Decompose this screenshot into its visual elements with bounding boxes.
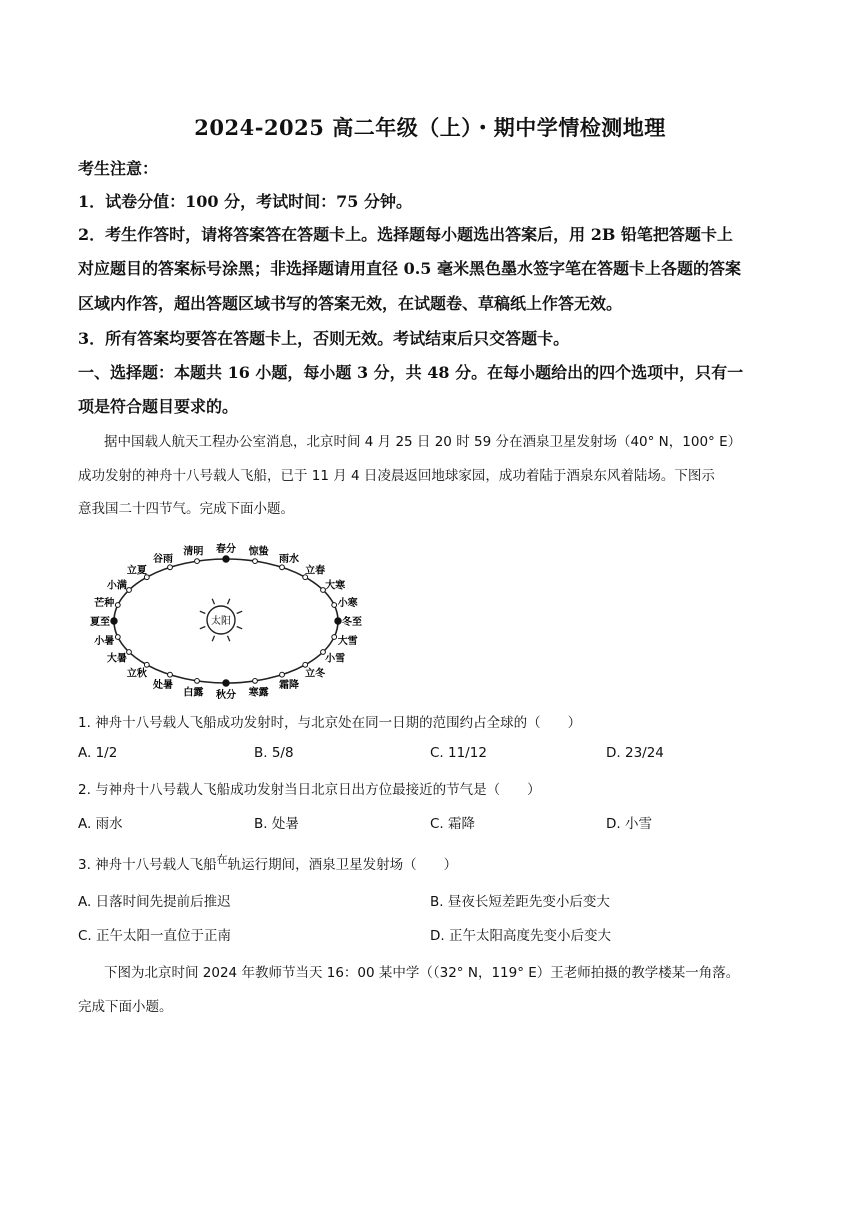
q1-option-c[interactable]: C. 11/12 — [430, 745, 487, 761]
orbit-dot — [195, 559, 200, 564]
sun-label: 太阳 — [211, 616, 231, 627]
q2-option-a[interactable]: A. 雨水 — [78, 816, 123, 832]
term-label: 小雪 — [325, 653, 346, 665]
orbit-dot — [115, 603, 120, 608]
sun-ray — [237, 611, 243, 613]
orbit-dot — [253, 679, 258, 684]
term-label: 秋分 — [216, 690, 236, 701]
term-label: 小寒 — [337, 598, 358, 610]
sun-ray — [237, 627, 243, 629]
q3-stem-post: 轨运行期间，酒泉卫星发射场（ ） — [227, 857, 458, 873]
q3-stem — [78, 853, 457, 873]
term-label: 夏至 — [90, 617, 110, 628]
q1-option-a[interactable]: A. 1/2 — [78, 745, 118, 761]
q3-option-a[interactable]: A. 日落时间先提前后推迟 — [78, 894, 231, 910]
sun-ray — [228, 636, 230, 642]
passage2-line-2: 完成下面小题。 — [78, 999, 173, 1015]
term-label: 清明 — [183, 546, 204, 558]
term-label: 寒露 — [248, 687, 269, 699]
sun — [200, 599, 242, 641]
sun-ray — [200, 611, 206, 613]
notice-heading: 考生注意： — [78, 159, 159, 178]
orbit-dot — [127, 588, 132, 593]
orbit-dot — [223, 556, 229, 562]
orbit-dot — [115, 635, 120, 640]
passage2-line-1: 下图为北京时间 2024 年教师节当天 16：00 某中学（（32° N，119° E）王老师拍摄的教学楼某一角落。 — [104, 965, 740, 981]
passage1-line-3: 意我国二十四节气。完成下面小题。 — [78, 501, 294, 517]
q2-option-b[interactable]: B. 处暑 — [254, 816, 299, 832]
sun-ray — [212, 636, 214, 642]
orbit-dot — [223, 680, 229, 686]
orbit-dot — [332, 603, 337, 608]
orbit-dot — [253, 559, 258, 564]
term-label: 惊蛰 — [248, 546, 269, 558]
orbit-dot — [303, 662, 308, 667]
orbit-dot — [111, 618, 117, 624]
term-label: 小暑 — [94, 635, 115, 647]
q3-stem-zai: 在 — [216, 853, 228, 866]
term-label: 白露 — [183, 687, 204, 699]
orbit-dot — [332, 635, 337, 640]
sun-ray — [228, 599, 230, 605]
orbit-dot — [168, 565, 173, 570]
q1-stem: 1. 神舟十八号载人飞船成功发射时，与北京处在同一日期的范围约占全球的（ ） — [78, 715, 582, 731]
q3-stem-pre: 3. 神舟十八号载人飞船 — [78, 857, 217, 873]
notice-line-2b: 对应题目的答案标号涂黑；非选择题请用直径 0.5 毫米黑色墨水签字笔在答题卡上各题的答案 — [78, 259, 741, 278]
sun-ray — [212, 599, 214, 605]
term-label: 大寒 — [325, 580, 346, 592]
page-title: 2024-2025 高二年级（上）・期中学情检测地理 — [194, 115, 666, 140]
term-label: 大暑 — [106, 653, 127, 665]
q3-option-b[interactable]: B. 昼夜长短差距先变小后变大 — [430, 894, 610, 910]
orbit-dot — [195, 679, 200, 684]
section-heading-line-2: 项是符合题目要求的。 — [78, 397, 239, 416]
q2-option-d[interactable]: D. 小雪 — [606, 816, 652, 832]
passage1-line-2: 成功发射的神舟十八号载人飞船，已于 11 月 4 日凌晨返回地球家园，成功着陆于酒泉东风着陆场。下图示 — [78, 468, 715, 484]
q2-option-c[interactable]: C. 霜降 — [430, 816, 476, 832]
term-label: 立夏 — [126, 565, 147, 577]
orbit-dot — [168, 672, 173, 677]
q1-option-b[interactable]: B. 5/8 — [254, 745, 294, 761]
q3-option-d[interactable]: D. 正午太阳高度先变小后变大 — [430, 928, 611, 944]
term-label: 大雪 — [337, 635, 358, 647]
solar-terms-diagram — [78, 535, 378, 705]
term-label: 雨水 — [279, 553, 299, 565]
notice-line-2a: 2．考生作答时，请将答案答在答题卡上。选择题每小题选出答案后，用 2B 铅笔把答题卡上 — [78, 225, 733, 244]
orbit-dot — [335, 618, 341, 624]
q3-option-c[interactable]: C. 正午太阳一直位于正南 — [78, 928, 232, 944]
section-heading-line-1: 一、选择题：本题共 16 小题，每小题 3 分，共 48 分。在每小题给出的四个选项中，只有一 — [78, 363, 744, 382]
term-label: 谷雨 — [153, 553, 173, 565]
orbit-dot — [280, 672, 285, 677]
notice-line-2c: 区域内作答，超出答题区域书写的答案无效，在试题卷、草稿纸上作答无效。 — [78, 294, 623, 313]
notice-line-1: 1．试卷分值：100 分，考试时间：75 分钟。 — [78, 192, 412, 211]
sun-ray — [200, 627, 206, 629]
q2-stem: 2. 与神舟十八号载人飞船成功发射当日北京日出方位最接近的节气是（ ） — [78, 782, 541, 798]
term-label: 立秋 — [126, 668, 147, 680]
term-label: 冬至 — [342, 617, 362, 628]
term-label: 春分 — [216, 544, 236, 555]
orbit-dot — [280, 565, 285, 570]
term-label: 立冬 — [305, 668, 326, 680]
term-label: 小满 — [106, 580, 127, 592]
notice-line-3: 3．所有答案均要答在答题卡上，否则无效。考试结束后只交答题卡。 — [78, 329, 570, 348]
q1-option-d[interactable]: D. 23/24 — [606, 745, 664, 761]
orbit-dot — [144, 662, 149, 667]
orbit-dot — [127, 650, 132, 655]
term-label: 霜降 — [279, 680, 299, 692]
passage1-line-1: 据中国载人航天工程办公室消息，北京时间 4 月 25 日 20 时 59 分在酒泉卫星发射场（40° N，100° E） — [104, 434, 742, 450]
term-label: 处暑 — [153, 680, 173, 692]
term-label: 立春 — [305, 565, 326, 577]
term-label: 芒种 — [94, 598, 115, 610]
